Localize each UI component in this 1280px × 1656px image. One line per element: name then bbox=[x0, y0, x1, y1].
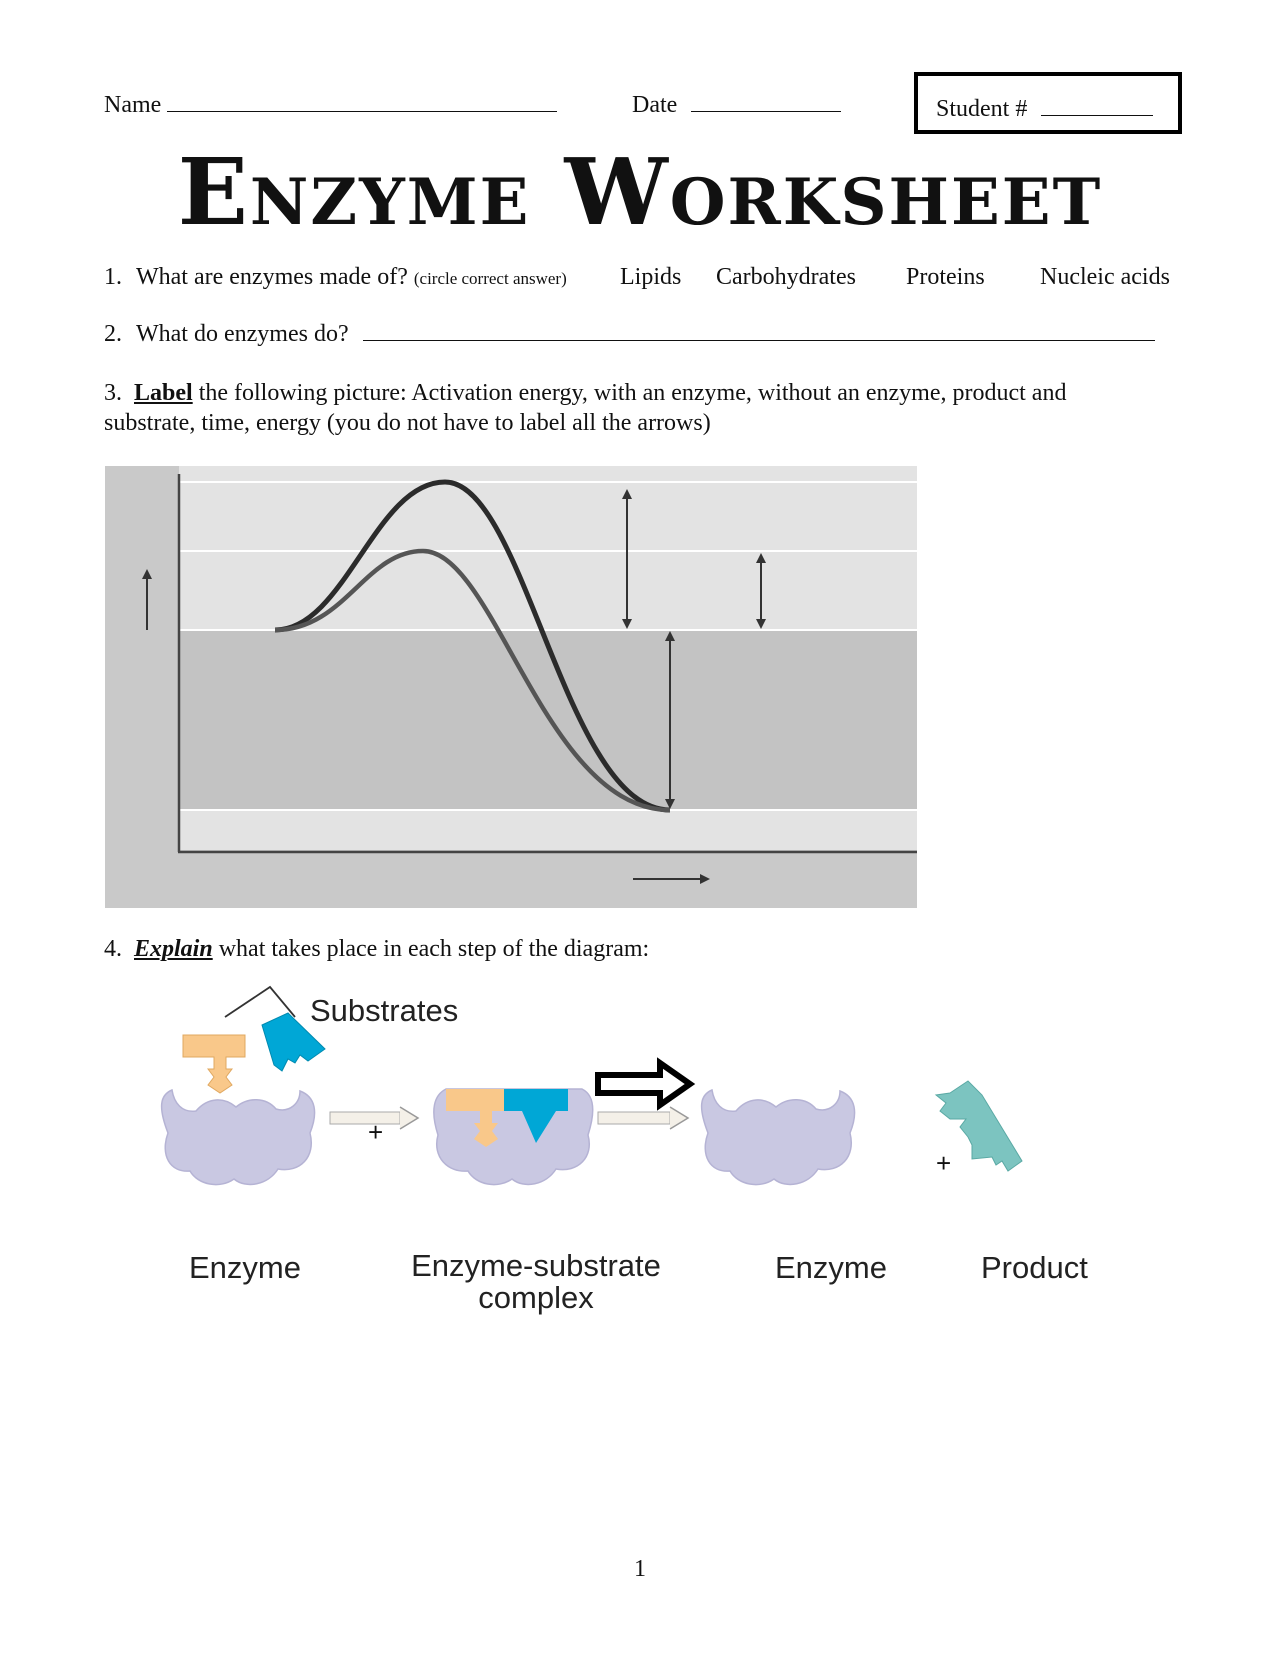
page-number: 1 bbox=[634, 1556, 646, 1582]
page-title: Enzyme Worksheet bbox=[177, 138, 1103, 246]
q4-text: what takes place in each step of the diagram: bbox=[218, 936, 650, 962]
q2-text: What do enzymes do? bbox=[136, 321, 349, 347]
q1-option-lipids[interactable]: Lipids bbox=[620, 264, 682, 290]
name-blank[interactable] bbox=[167, 111, 557, 112]
enzyme-label-2: Enzyme bbox=[775, 1250, 887, 1285]
student-number-box bbox=[914, 72, 1182, 134]
complex-label-line1: Enzyme-substrate bbox=[411, 1248, 661, 1283]
arrow-1-head bbox=[400, 1107, 418, 1129]
plus-sign-2: + bbox=[936, 1148, 952, 1178]
q3-number: 3. bbox=[104, 380, 122, 406]
name-field bbox=[104, 92, 557, 119]
substrates-bracket bbox=[225, 987, 295, 1017]
enzyme-reaction-diagram bbox=[150, 985, 1100, 1255]
q1-hint: (circle correct answer) bbox=[413, 269, 567, 288]
q1-text: What are enzymes made of? bbox=[136, 264, 408, 290]
complex-label-line2: complex bbox=[478, 1280, 594, 1315]
q1-option-proteins[interactable]: Proteins bbox=[906, 264, 985, 290]
q3-text-line2: substrate, time, energy (you do not have to label all the arrows) bbox=[104, 410, 711, 436]
name-label: Name bbox=[104, 92, 162, 118]
question-3 bbox=[104, 378, 1066, 438]
complex-label bbox=[396, 1250, 676, 1314]
q3-text-line1: the following picture: Activation energy, with an enzyme, without an enzyme, product and bbox=[198, 380, 1067, 406]
arrow-2-body bbox=[598, 1112, 670, 1124]
student-number-blank[interactable] bbox=[1041, 115, 1153, 116]
q1-option-nucleic-acids[interactable]: Nucleic acids bbox=[1040, 264, 1170, 290]
plus-sign-1: + bbox=[368, 1117, 384, 1147]
question-2 bbox=[104, 321, 1155, 348]
date-label: Date bbox=[632, 92, 678, 118]
date-field bbox=[632, 92, 841, 119]
product-label: Product bbox=[981, 1250, 1088, 1285]
substrate-orange bbox=[183, 1035, 245, 1093]
energy-diagram bbox=[105, 466, 917, 908]
question-1 bbox=[104, 264, 567, 291]
arrow-2-head bbox=[670, 1107, 688, 1129]
q3-keyword: Label bbox=[134, 380, 193, 406]
date-blank[interactable] bbox=[691, 111, 841, 112]
q1-option-carbohydrates[interactable]: Carbohydrates bbox=[716, 264, 856, 290]
student-label: Student # bbox=[936, 96, 1028, 122]
enzyme-1-shape bbox=[162, 1090, 315, 1185]
enzyme-label-1: Enzyme bbox=[189, 1250, 301, 1285]
enzyme-2-shape bbox=[702, 1090, 855, 1185]
q2-answer-blank[interactable] bbox=[363, 340, 1155, 341]
question-4 bbox=[104, 936, 649, 963]
q4-keyword: Explain bbox=[134, 936, 213, 962]
arrow-1-body bbox=[330, 1112, 400, 1124]
q4-number: 4. bbox=[104, 936, 122, 962]
bold-arrow bbox=[598, 1063, 690, 1105]
q1-number: 1. bbox=[104, 264, 122, 290]
substrates-label: Substrates bbox=[310, 993, 459, 1028]
q2-number: 2. bbox=[104, 321, 122, 347]
